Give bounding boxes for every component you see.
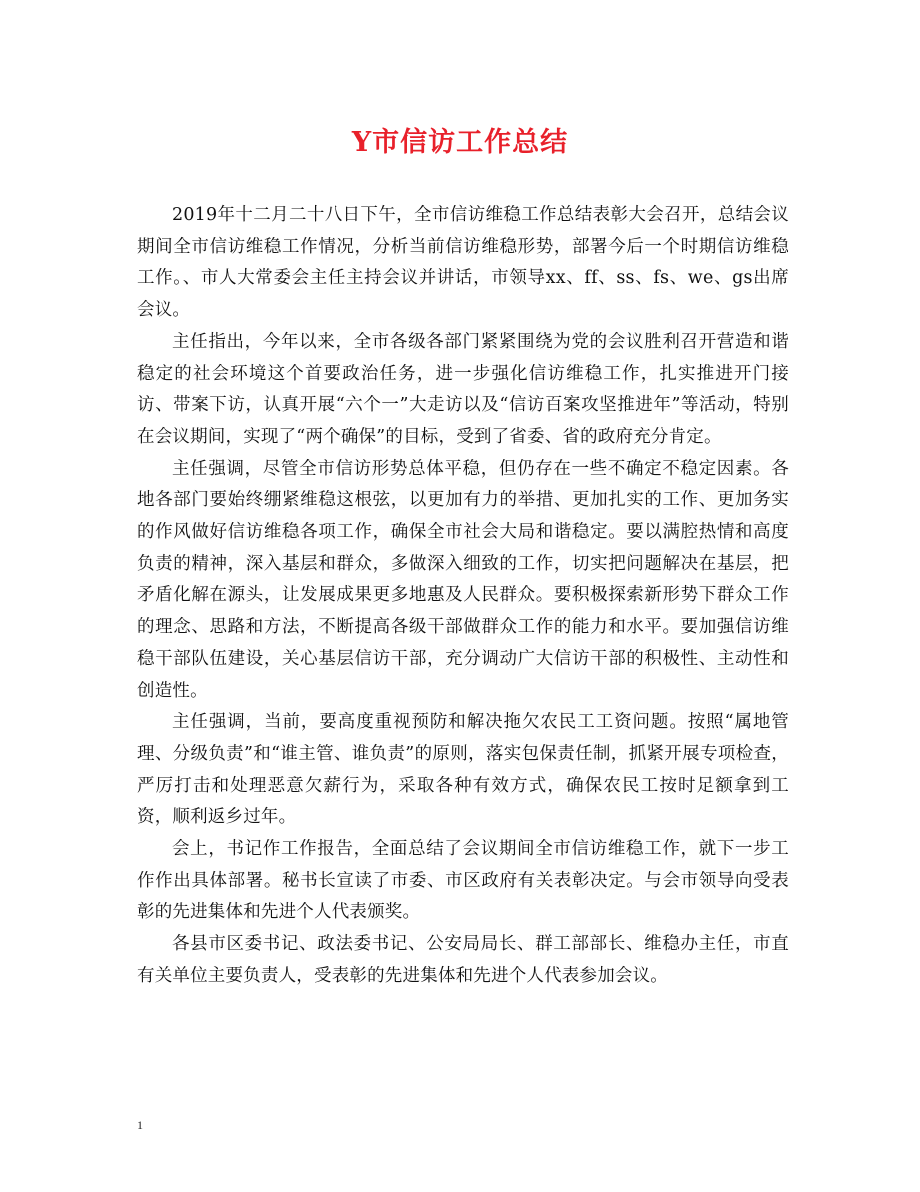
paragraph-3: 主任强调，尽管全市信访形势总体平稳，但仍存在一些不确定不稳定因素。各地各部门要始终绷紧维稳这根弦，以更加有力的举措、更加扎实的工作、更加务实的作风做好信访维稳各项工作，确保全市社会大局和谐稳定。要以满腔热情和高度负责的精神，深入基层和群众，多做深入细致的工作，切实把问题解决在基层，把矛盾化解在源头，让发展成果更多地惠及人民群众。要积极探索新形势下群众工作的理念、思路和方法，不断提高各级干部做群众工作的能力和水平。要加强信访维稳干部队伍建设，关心基层信访干部，充分调动广大信访干部的积极性、主动性和创造性。 bbox=[137, 458, 789, 701]
paragraph-1: 2019年十二月二十八日下午，全市信访维稳工作总结表彰大会召开，总结会议期间全市信访维稳工作情况，分析当前信访维稳形势，部署今后一个时期信访维稳工作。、市人大常委会主任主持会议并讲话，市领导xx、ff、ss、fs、we、gs出席会议。 bbox=[137, 205, 789, 321]
paragraph-4: 主任强调，当前，要高度重视预防和解决拖欠农民工工资问题。按照“属地管理、分级负责”和“谁主管、谁负责”的原则，落实包保责任制，抓紧开展专项检查，严厉打击和处理恶意欠薪行为，采取各种有效方式，确保农民工按时足额拿到工资，顺利返乡过年。 bbox=[137, 712, 789, 828]
document-body bbox=[137, 200, 789, 993]
paragraph-6: 各县市区委书记、政法委书记、公安局局长、群工部部长、维稳办主任，市直有关单位主要负责人，受表彰的先进集体和先进个人代表参加会议。 bbox=[137, 934, 789, 986]
document-title: Y市信访工作总结 bbox=[351, 127, 569, 158]
page-number: 1 bbox=[137, 1118, 143, 1132]
paragraph-2: 主任指出，今年以来，全市各级各部门紧紧围绕为党的会议胜利召开营造和谐稳定的社会环境这个首要政治任务，进一步强化信访维稳工作，扎实推进开门接访、带案下访，认真开展“六个一”大走访以及“信访百案攻坚推进年”等活动，特别在会议期间，实现了“两个确保”的目标，受到了省委、省的政府充分肯定。 bbox=[137, 331, 789, 447]
paragraph-5: 会上，书记作工作报告，全面总结了会议期间全市信访维稳工作，就下一步工作作出具体部署。秘书长宣读了市委、市区政府有关表彰决定。与会市领导向受表彰的先进集体和先进个人代表颁奖。 bbox=[137, 839, 789, 923]
